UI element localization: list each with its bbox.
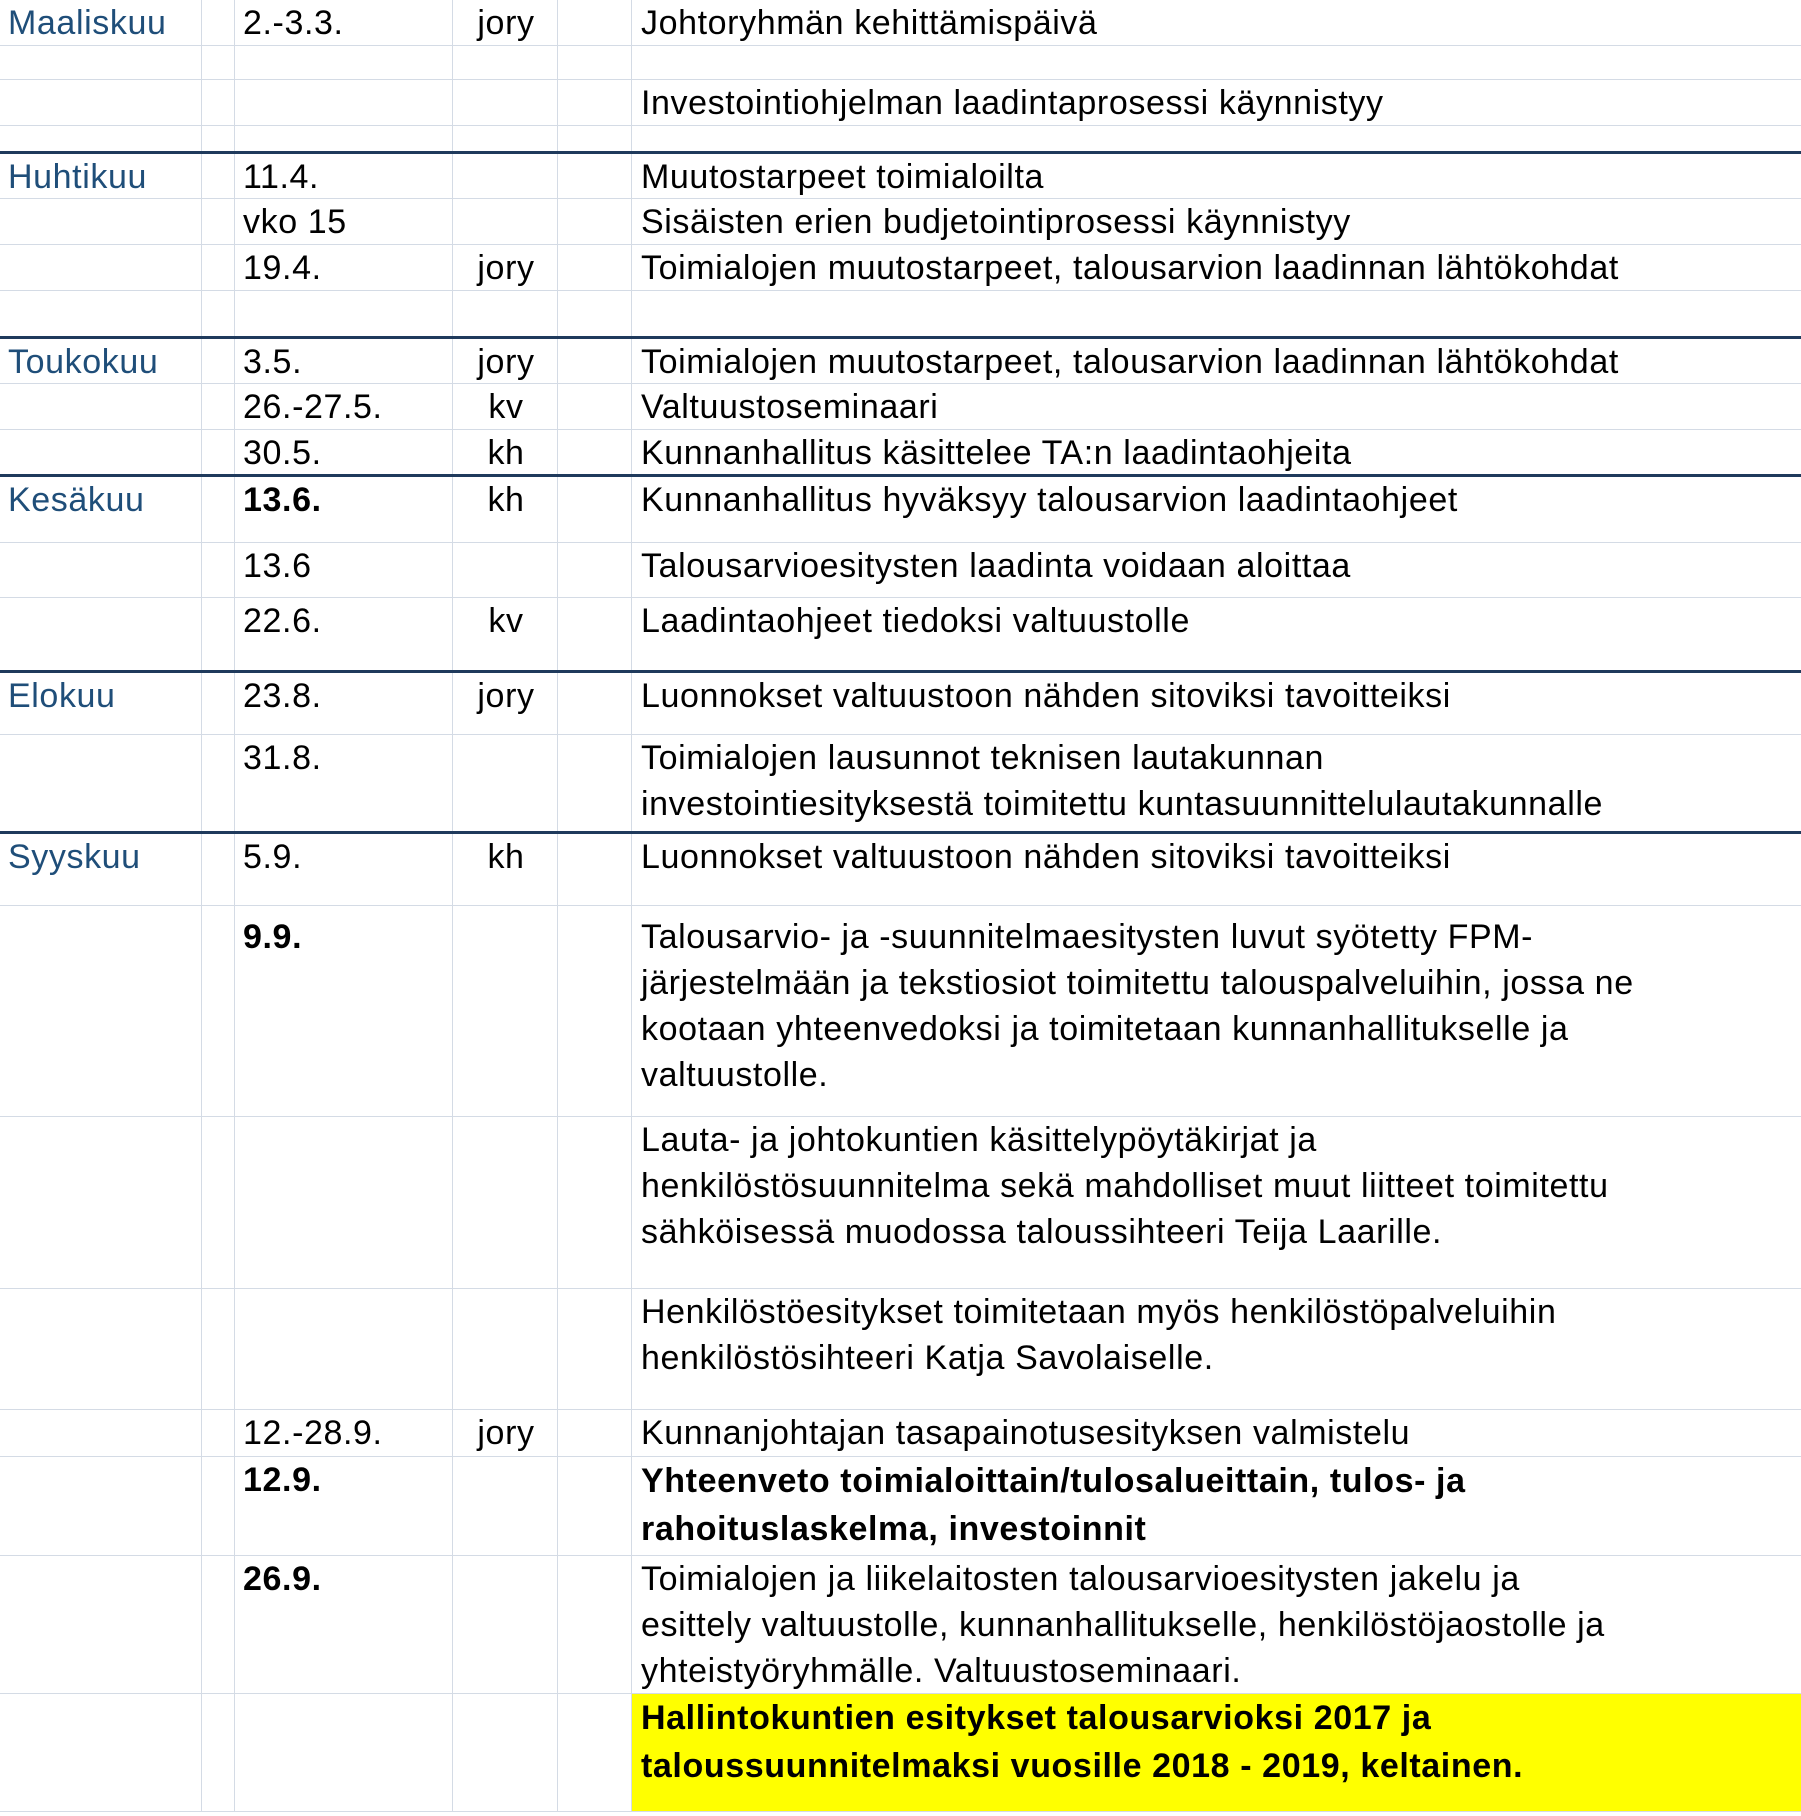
date-cell: 2.-3.3. bbox=[243, 4, 344, 42]
table-row bbox=[0, 1410, 1801, 1457]
who-cell: jory bbox=[477, 4, 535, 42]
description-cell: Sisäisten erien budjetointiprosessi käynnistyy bbox=[641, 203, 1351, 241]
description-cell: Kunnanhallitus hyväksyy talousarvion laadintaohjeet bbox=[641, 481, 1458, 519]
table-row bbox=[0, 339, 1801, 384]
date-cell: 13.6 bbox=[243, 547, 312, 585]
table-row bbox=[0, 430, 1801, 477]
month-cell: Kesäkuu bbox=[8, 481, 145, 519]
description-cell: Luonnokset valtuustoon nähden sitoviksi tavoitteiksi bbox=[641, 838, 1451, 876]
table-row bbox=[0, 0, 1801, 46]
description-cell: Talousarvio- ja -suunnitelmaesitysten luvut syötetty FPM- järjestelmään ja tekstiosiot toimitettu talouspalveluihin, jossa ne kootaan yhteenvedoksi ja toimitetaan kunnanhallitukselle ja valtuustolle. bbox=[641, 918, 1634, 1094]
table-row bbox=[0, 543, 1801, 598]
who-cell: kh bbox=[487, 434, 525, 472]
table-row bbox=[0, 46, 1801, 80]
table-row bbox=[0, 1694, 1801, 1812]
month-cell: Toukokuu bbox=[8, 343, 159, 381]
section-divider bbox=[0, 126, 1801, 154]
description-cell: Laadintaohjeet tiedoksi valtuustolle bbox=[641, 602, 1190, 640]
description-cell: Luonnokset valtuustoon nähden sitoviksi tavoitteiksi bbox=[641, 677, 1451, 715]
month-cell: Huhtikuu bbox=[8, 158, 147, 196]
table-row bbox=[0, 384, 1801, 430]
table-row bbox=[0, 245, 1801, 291]
date-cell: 13.6. bbox=[243, 481, 322, 519]
who-cell: jory bbox=[477, 1414, 535, 1452]
who-cell: kv bbox=[488, 602, 524, 640]
date-cell: 11.4. bbox=[243, 158, 320, 196]
description-cell: Muutostarpeet toimialoilta bbox=[641, 158, 1045, 196]
date-cell: 30.5. bbox=[243, 434, 322, 472]
date-cell: 31.8. bbox=[243, 739, 322, 777]
date-cell: 12.9. bbox=[243, 1461, 322, 1499]
date-cell: 26.9. bbox=[243, 1560, 322, 1598]
description-cell: Toimialojen lausunnot teknisen lautakunnan investointiesityksestä toimitettu kuntasuunnittelulautakunnalle bbox=[641, 739, 1604, 823]
who-cell: jory bbox=[477, 249, 535, 287]
table-row bbox=[0, 598, 1801, 673]
table-row bbox=[0, 1556, 1801, 1694]
description-cell: Toimialojen muutostarpeet, talousarvion laadinnan lähtökohdat bbox=[641, 343, 1619, 381]
table-row bbox=[0, 906, 1801, 1117]
who-cell: kv bbox=[488, 388, 524, 426]
date-cell: 23.8. bbox=[243, 677, 322, 715]
table-row bbox=[0, 154, 1801, 199]
section-divider bbox=[0, 291, 1801, 339]
date-cell: 22.6. bbox=[243, 602, 322, 640]
table-row bbox=[0, 1117, 1801, 1289]
description-cell: Johtoryhmän kehittämispäivä bbox=[641, 4, 1098, 42]
table-row bbox=[0, 1289, 1801, 1410]
description-cell: Henkilöstöesitykset toimitetaan myös henkilöstöpalveluihin henkilöstösihteeri Katja Savolaiselle. bbox=[641, 1293, 1557, 1377]
table-row bbox=[0, 673, 1801, 735]
date-cell: 19.4. bbox=[243, 249, 322, 287]
date-cell: 12.-28.9. bbox=[243, 1414, 383, 1452]
date-cell: 26.-27.5. bbox=[243, 388, 383, 426]
date-cell: 5.9. bbox=[243, 838, 303, 876]
who-cell: jory bbox=[477, 677, 535, 715]
month-cell: Maaliskuu bbox=[8, 4, 167, 42]
description-cell: Toimialojen ja liikelaitosten talousarvioesitysten jakelu ja esittely valtuustolle, kunnanhallitukselle, henkilöstöjaostolle ja yhteistyöryhmälle. Valtuustoseminaari. bbox=[641, 1560, 1605, 1690]
table-row bbox=[0, 1457, 1801, 1556]
who-cell: kh bbox=[487, 481, 525, 519]
date-cell: vko 15 bbox=[243, 203, 347, 241]
table-row bbox=[0, 199, 1801, 245]
table-row bbox=[0, 735, 1801, 834]
table-row bbox=[0, 80, 1801, 126]
date-cell: 9.9. bbox=[243, 918, 303, 956]
month-cell: Syyskuu bbox=[8, 838, 141, 876]
table-row bbox=[0, 834, 1801, 906]
description-cell: Valtuustoseminaari bbox=[641, 388, 939, 426]
description-cell: Lauta- ja johtokuntien käsittelypöytäkirjat ja henkilöstösuunnitelma sekä mahdolliset muut liitteet toimitettu sähköisessä muodossa taloussihteeri Teija Laarille. bbox=[641, 1121, 1609, 1251]
who-cell: kh bbox=[487, 838, 525, 876]
description-cell: Yhteenveto toimialoittain/tulosalueittain, tulos- ja rahoituslaskelma, investoinnit bbox=[641, 1462, 1466, 1548]
highlighted-description: Hallintokuntien esitykset talousarvioksi 2017 ja taloussuunnitelmaksi vuosille 2018 - 2019, keltainen. bbox=[641, 1699, 1524, 1785]
month-cell: Elokuu bbox=[8, 677, 116, 715]
description-cell: Kunnanjohtajan tasapainotusesityksen valmistelu bbox=[641, 1414, 1411, 1452]
table-row bbox=[0, 477, 1801, 543]
description-cell: Investointiohjelman laadintaprosessi käynnistyy bbox=[641, 84, 1384, 122]
description-cell: Toimialojen muutostarpeet, talousarvion laadinnan lähtökohdat bbox=[641, 249, 1619, 287]
description-cell: Kunnanhallitus käsittelee TA:n laadintaohjeita bbox=[641, 434, 1352, 472]
who-cell: jory bbox=[477, 343, 535, 381]
date-cell: 3.5. bbox=[243, 343, 303, 381]
description-cell: Talousarvioesitysten laadinta voidaan aloittaa bbox=[641, 547, 1351, 585]
